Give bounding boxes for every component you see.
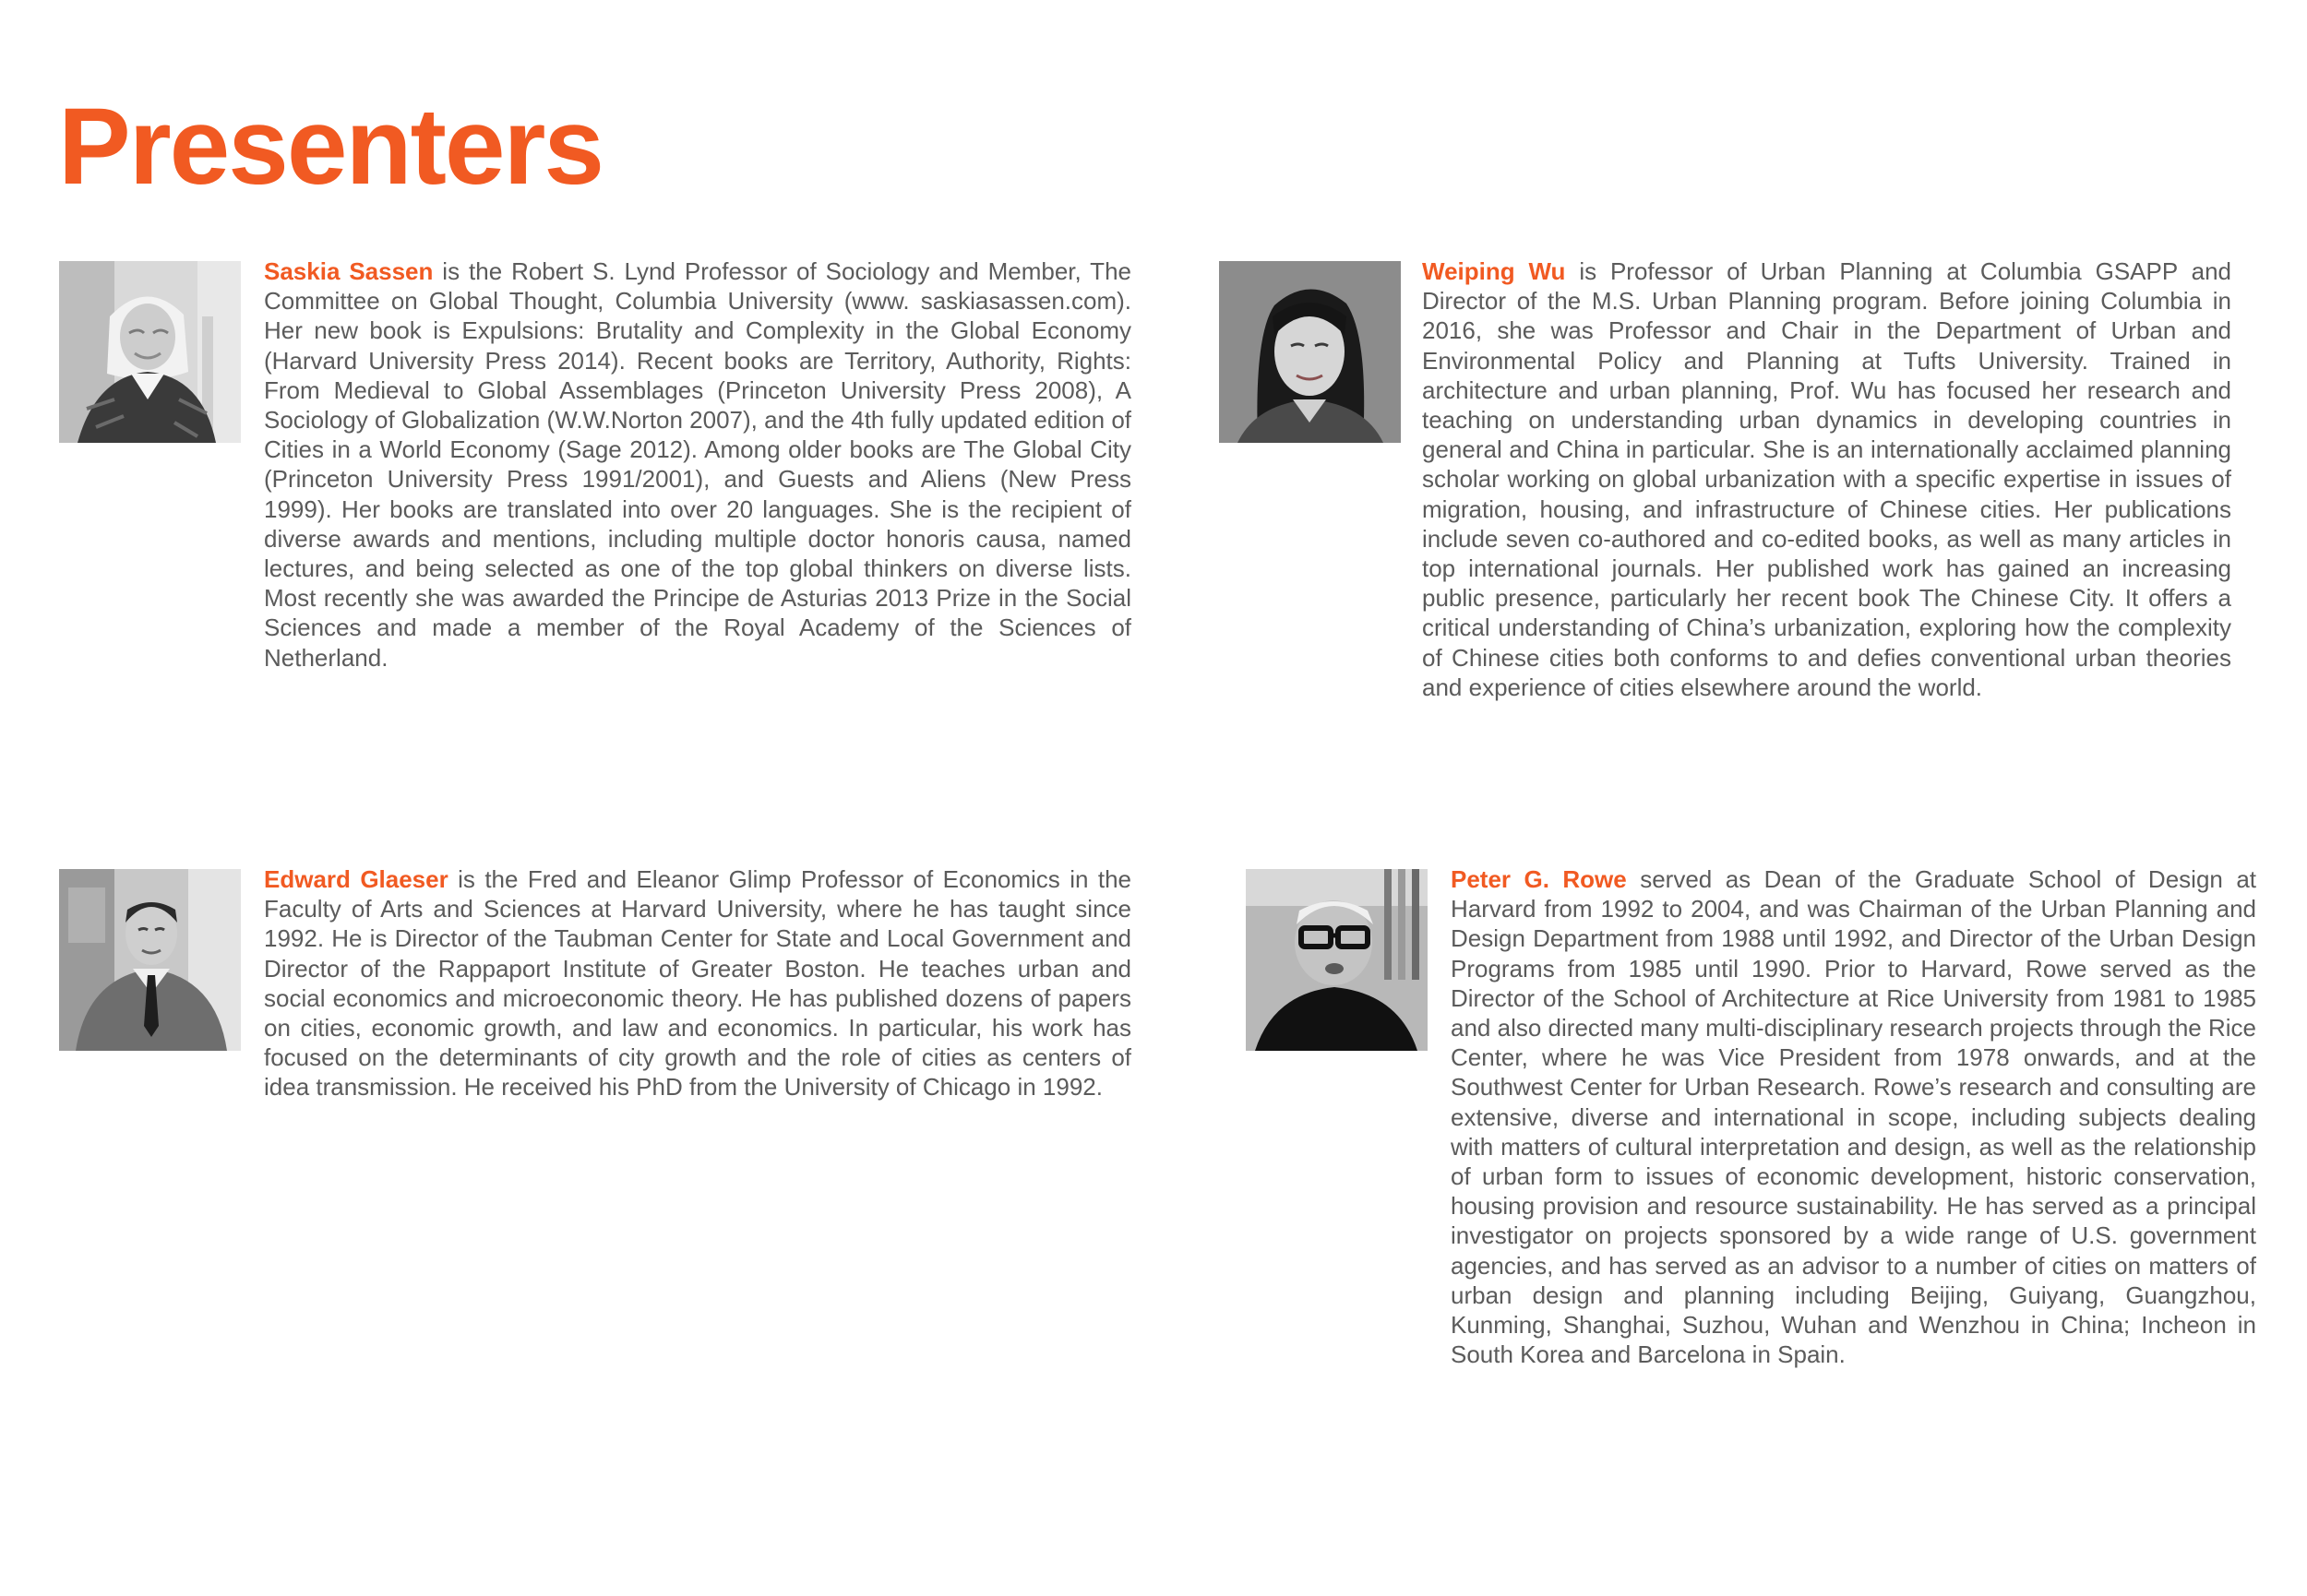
- presenter-bio-text: is Professor of Urban Planning at Columbia GSAPP and Director of the M.S. Urban Planning program. Before joining Columbia in 2016, she was Professor and Chair in the Department of Urban and Environmental Policy and Planning at Tufts University. Trained in architecture and urban planning, Prof. Wu has focused her research and teaching on understanding urban dynamics in developing countries in general and China in particular. She is an internationally acclaimed planning scholar working on global urbanization with a specific expertise in issues of migration, housing, and infrastructure of Chinese cities. Her publications include seven co-authored and co-edited books, as well as many articles in top international journals. Her published work has gained an increasing public presence, particularly her recent book The Chinese City. It offers a critical understanding of China’s urbanization, exploring how the complexity of Chinese cities both conforms to and defies conventional urban theories and experience of cities elsewhere around the world.: [1422, 257, 2231, 701]
- presenter-bio-text: is the Fred and Eleanor Glimp Professor of Economics in the Faculty of Arts and Sciences at Harvard University, where he has taught since 1992. He is Director of the Taubman Center for State and Local Government and Director of the Rappaport Institute of Greater Boston. He teaches urban and social economics and microeconomic theory. He has published dozens of papers on cities, economic growth, and law and economics. In particular, his work has focused on the determinants of city growth and the role of cities as centers of idea transmission. He received his PhD from the University of Chicago in 1992.: [264, 865, 1131, 1102]
- presenter-photo: [1219, 261, 1401, 443]
- presenter-name: Weiping Wu: [1422, 257, 1566, 285]
- presenter-photo: [59, 869, 241, 1051]
- presenter-name: Edward Glaeser: [264, 865, 448, 893]
- presenter-photo: [59, 261, 241, 443]
- portrait-image: [59, 261, 241, 443]
- presenter-bio-text: is the Robert S. Lynd Professor of Sociology and Member, The Committee on Global Thought, Columbia University (www. saskiasassen.com). Her new book is Expulsions: Brutality and Complexity in the Global Economy (Harvard University Press 2014). Recent books are Territory, Authority, Rights: From Medieval to Global Assemblages (Princeton University Press 2008), A Sociology of Globalization (W.W.Norton 2007), and the 4th fully updated edition of Cities in a World Economy (Sage 2012). Among older books are The Global City (Princeton University Press 1991/2001), and Guests and Aliens (New Press 1999). Her books are translated into over 20 languages. She is the recipient of diverse awards and mentions, including multiple doctor honoris causa, named lectures, and being selected as one of the top global thinkers on diverse lists. Most recently she was awarded the Principe de Asturias 2013 Prize in the Social Sciences and made a member of the Royal Academy of the Sciences of Netherland.: [264, 257, 1131, 672]
- presenter-name: Saskia Sassen: [264, 257, 434, 285]
- presenter-bio: [264, 256, 1131, 673]
- presenter-bio: [264, 864, 1131, 1102]
- presenter-name: Peter G. Rowe: [1451, 865, 1627, 893]
- page-title: Presenters: [58, 86, 604, 208]
- portrait-image: [1219, 261, 1401, 443]
- presenter-bio: [1451, 864, 2256, 1369]
- presenter-photo: [1246, 869, 1428, 1051]
- presenter-bio: [1422, 256, 2231, 702]
- portrait-image: [1246, 869, 1428, 1051]
- presenter-bio-text: served as Dean of the Graduate School of Design at Harvard from 1992 to 2004, and was Chairman of the Urban Planning and Design Department from 1988 until 1992, and Director of the Urban Design Programs from 1985 until 1990. Prior to Harvard, Rowe served as the Director of the School of Architecture at Rice University from 1981 to 1985 and also directed many multi-disciplinary research projects through the Rice Center, where he was Vice President from 1978 onwards, and at the Southwest Center for Urban Research. Rowe’s research and consulting are extensive, diverse and international in scope, including subjects dealing with matters of cultural interpretation and design, as well as the relationship of urban form to issues of economic development, historic conservation, housing provision and resource sustainability. He has served as a principal investigator on projects sponsored by a wide range of U.S. government agencies, and has served as an advisor to a number of cities on matters of urban design and planning including Beijing, Guiyang, Guangzhou, Kunming, Shanghai, Suzhou, Wuhan and Wenzhou in China; Incheon in South Korea and Barcelona in Spain.: [1451, 865, 2257, 1369]
- portrait-image: [59, 869, 241, 1051]
